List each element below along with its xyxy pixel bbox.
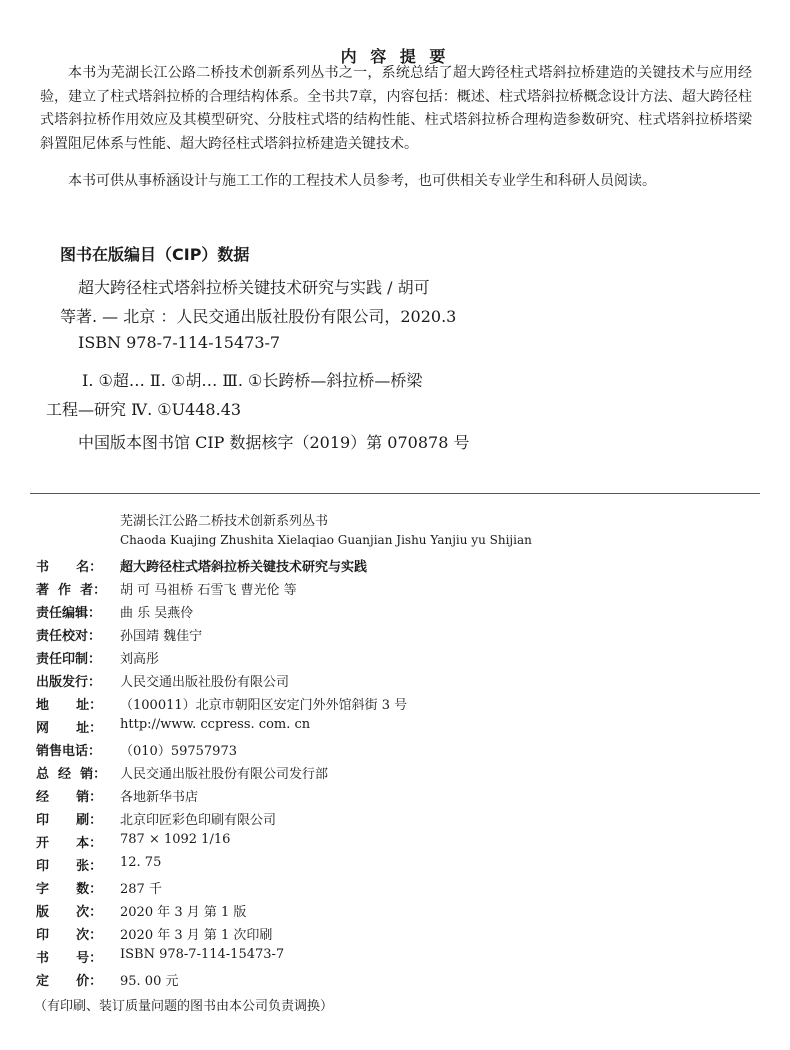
cip-line-2: 等著. — 北京 ：人民交通出版社股份有限公司，2020.3: [60, 307, 457, 326]
cip-line-5: 工程—研究 Ⅳ. ①U448.43: [46, 400, 242, 419]
row-value-price: 95. 00 元: [120, 974, 179, 989]
row-value-sales-phone: （010）59757973: [120, 744, 237, 759]
row-label-printing: 印 次：: [36, 928, 103, 943]
cip-line-6: 中国版本图书馆 CIP 数据核字（2019）第 070878 号: [78, 433, 470, 452]
title-pinyin: Chaoda Kuajing Zhushita Xielaqiao Guanjian Jishu Yanjiu yu Shijian: [120, 533, 532, 547]
row-label-word-count: 字 数：: [36, 882, 103, 897]
row-value-sheets: 12. 75: [120, 855, 162, 870]
row-value-print-supervisor: 刘高彤: [120, 652, 160, 667]
row-value-publisher: 人民交通出版社股份有限公司: [120, 675, 290, 690]
summary-paragraph-1: 本书为芜湖长江公路二桥技术创新系列丛书之一，系统总结了超大跨径柱式塔斜拉桥建造的关键技术与应用经验，建立了柱式塔斜拉桥的合理结构体系。全书共7章，内容包括：概述、柱式塔斜拉桥概念设计方法、超大跨径柱式塔斜拉桥作用效应及其模型研究、分肢柱式塔的结构性能、柱式塔斜拉桥合理构造参数研究、柱式塔斜拉桥塔梁斜置阻尼体系与性能、超大跨径柱式塔斜拉桥建造关键技术。: [40, 65, 752, 152]
row-label-printer: 印 刷：: [36, 813, 103, 828]
row-label-print-supervisor: 责任印制：: [36, 652, 102, 667]
row-value-authors: 胡 可 马祖桥 石雪飞 曹光伦 等: [120, 583, 297, 598]
row-label-edition: 版 次：: [36, 905, 103, 920]
row-label-format: 开 本：: [36, 836, 103, 851]
series-name: 芜湖长江公路二桥技术创新系列丛书: [120, 514, 329, 529]
row-label-editor: 责任编辑：: [36, 606, 102, 621]
row-value-address: （100011）北京市朝阳区安定门外外馆斜街 3 号: [120, 698, 408, 713]
row-label-website: 网 址：: [36, 721, 103, 736]
row-label-distributor: 总 经 销：: [36, 767, 107, 782]
summary-title: 内 容 提 要: [340, 47, 450, 66]
row-label-address: 地 址：: [36, 698, 103, 713]
row-value-format: 787 × 1092 1/16: [120, 832, 231, 847]
cip-line-1: 超大跨径柱式塔斜拉桥关键技术研究与实践 / 胡可: [78, 278, 430, 297]
cip-line-4: Ⅰ. ①超… Ⅱ. ①胡… Ⅲ. ①长跨桥—斜拉桥—桥梁: [82, 371, 423, 390]
row-value-printing: 2020 年 3 月 第 1 次印刷: [120, 928, 273, 943]
row-label-sheets: 印 张：: [36, 859, 103, 874]
row-value-editor: 曲 乐 吴燕伶: [120, 606, 194, 621]
row-value-title: 超大跨径柱式塔斜拉桥关键技术研究与实践: [120, 560, 368, 575]
section-divider: [30, 493, 760, 494]
row-label-isbn: 书 号：: [36, 951, 103, 966]
row-label-title: 书 名：: [36, 560, 103, 575]
quality-notice: （有印刷、装订质量问题的图书由本公司负责调换）: [34, 999, 334, 1014]
row-label-publisher: 出版发行：: [36, 675, 102, 690]
row-label-proofreader: 责任校对：: [36, 629, 102, 644]
row-value-word-count: 287 千: [120, 882, 162, 897]
cip-heading: 图书在版编目（CIP）数据: [60, 245, 250, 264]
row-label-sales: 经 销：: [36, 790, 103, 805]
summary-paragraph-2: 本书可供从事桥涵设计与施工工作的工程技术人员参考，也可供相关专业学生和科研人员阅读。: [68, 173, 656, 189]
row-value-isbn: ISBN 978-7-114-15473-7: [120, 947, 285, 962]
row-label-sales-phone: 销售电话：: [36, 744, 102, 759]
row-value-sales: 各地新华书店: [120, 790, 199, 805]
row-value-printer: 北京印匠彩色印刷有限公司: [120, 813, 277, 828]
row-label-price: 定 价：: [36, 974, 103, 989]
row-label-authors: 著 作 者：: [36, 583, 107, 598]
row-value-distributor: 人民交通出版社股份有限公司发行部: [120, 767, 329, 782]
row-value-website: http://www. ccpress. com. cn: [120, 717, 311, 732]
row-value-edition: 2020 年 3 月 第 1 版: [120, 905, 247, 920]
row-value-proofreader: 孙国靖 魏佳宁: [120, 629, 203, 644]
cip-line-3: ISBN 978-7-114-15473-7: [78, 333, 281, 352]
